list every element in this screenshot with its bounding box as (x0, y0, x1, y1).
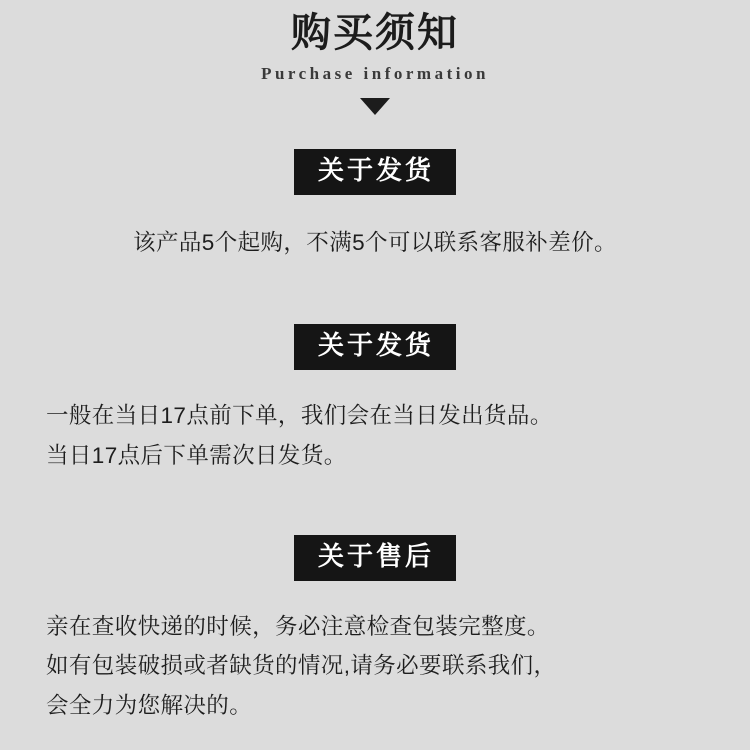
page-header (0, 0, 750, 115)
arrow-container (0, 98, 750, 115)
section-badge: 关于售后 (294, 535, 456, 581)
section-body (0, 396, 750, 475)
badge-row (0, 324, 750, 370)
body-line: 该产品5个起购，不满5个可以联系客服补差价。 (133, 229, 617, 255)
triangle-down-icon (360, 98, 390, 115)
body-line: 当日17点后下单需次日发货。 (46, 442, 347, 468)
page-subtitle: Purchase information (261, 64, 489, 83)
body-line: 如有包装破损或者缺货的情况,请务必要联系我们， (46, 653, 557, 679)
body-line: 一般在当日17点前下单，我们会在当日发出货品。 (46, 403, 553, 429)
section-badge: 关于发货 (294, 149, 456, 195)
section-body (0, 223, 750, 262)
section-after-sales (0, 535, 750, 725)
section-body (0, 607, 750, 725)
body-line: 亲在查收快递的时候，务必注意检查包装完整度。 (46, 613, 550, 639)
section-badge: 关于发货 (294, 324, 456, 370)
section-shipping-time (0, 324, 750, 475)
section-shipping-minimum (0, 149, 750, 262)
body-line: 会全力为您解决的。 (46, 692, 253, 718)
page-title: 购买须知 (291, 11, 459, 55)
badge-row (0, 535, 750, 581)
badge-row (0, 149, 750, 195)
